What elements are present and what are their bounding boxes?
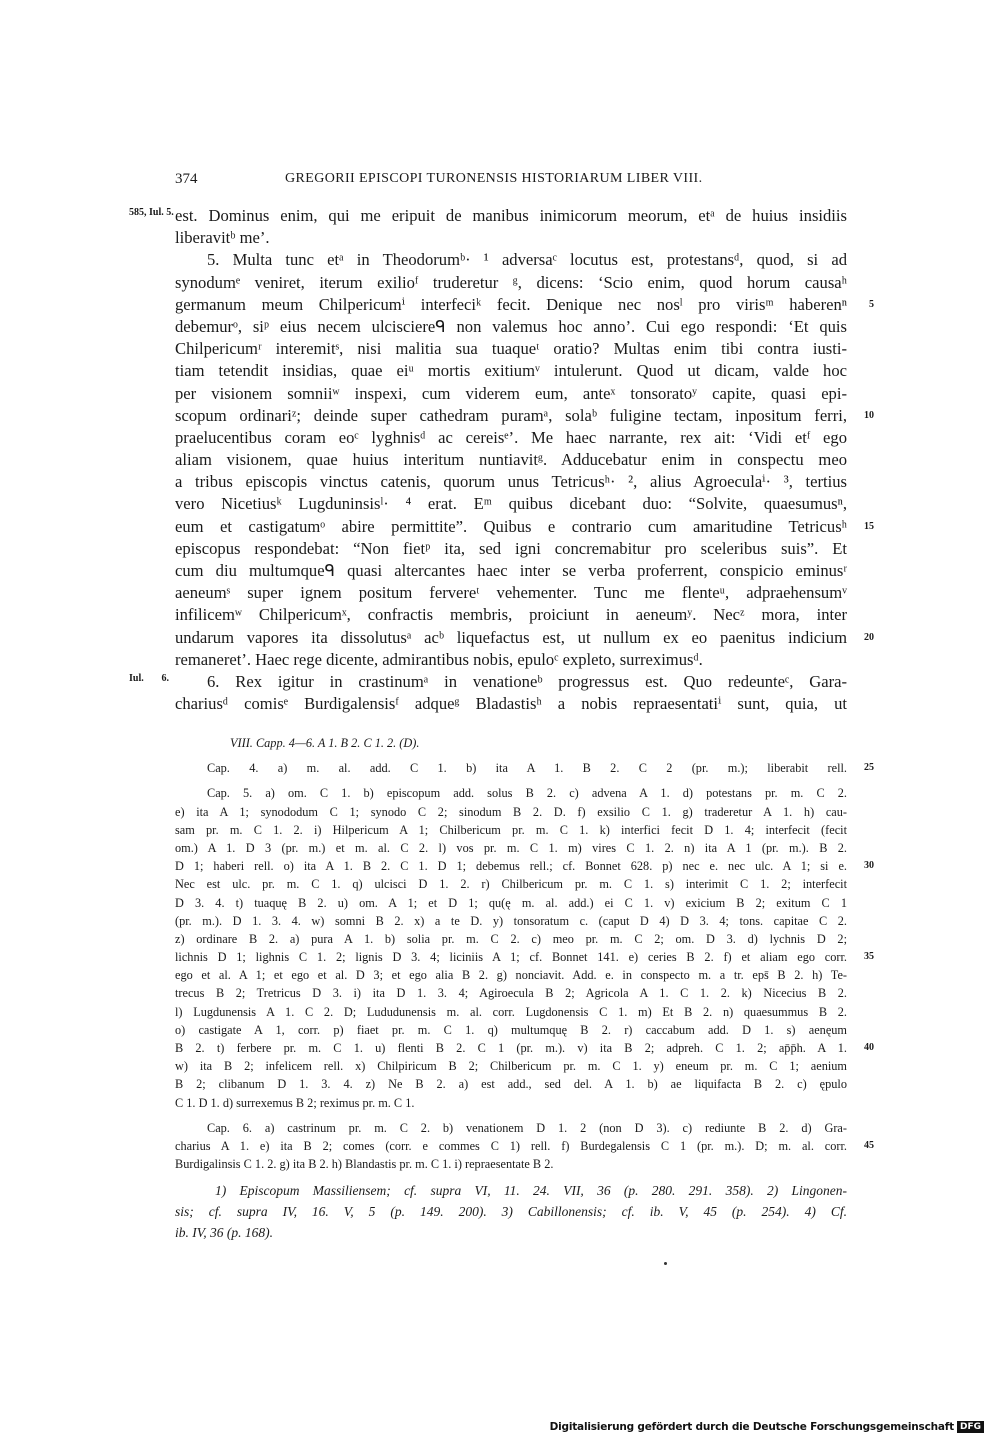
apparatus-line: charius A 1. e) ita B 2; comes (corr. e commes C 1) rell. f) Burdegalensis C 1 (pr. m.). D; m. al. corr. 45 bbox=[175, 1137, 847, 1155]
text-line: eum et castigatumᵒ abire permittite”. Quibus e contrario cum amaritudine Tetricusʰ 15 bbox=[175, 516, 847, 538]
apparatus-line: o) castigate A 1, corr. p) fiaet pr. m. C 1. q) multumquę B 2. r) caccabum add. D 1. s) aenęum bbox=[175, 1022, 847, 1037]
apparatus-line: Cap. 5. a) om. C 1. b) episcopum add. solus B 2. c) advena A 1. d) potestans pr. m. C 2. bbox=[207, 786, 847, 801]
text-line: liberavitᵇ me’. bbox=[175, 228, 270, 248]
apparatus-line: C 1. D 1. d) surrexemus B 2; reximus pr. m. C 1. bbox=[175, 1095, 415, 1110]
apparatus-line: Cap. 4. a) m. al. add. C 1. b) ita A 1. B 2. C 2 (pr. m.); liberabit rell. 25 bbox=[175, 759, 847, 777]
text-line: synodumᵉ veniret, iterum exilioᶠ truderetur ᵍ, dicens: ‘Scio enim, quod horum causaʰ bbox=[175, 272, 847, 292]
apparatus-line: ego et al. A 1; et ego et al. D 3; et ego alia B 2. g) nonciavit. Add. e. in conspecto m. a tr. eps̄ B 2. h) Te- bbox=[175, 968, 847, 983]
apparatus-line: D 3. 4. t) tuaquę B 2. u) om. A 1; et D 1; qu(ę m. al. add.) ei C 1. v) exicium B 2; exitum C 1 bbox=[175, 895, 847, 910]
apparatus-line: (pr. m.). D 1. 3. 4. w) somni B 2. x) a te D. y) tonsoratum c. (caput D 4) D 3. 4; tons. capitae C 2. bbox=[175, 913, 847, 928]
text-line: aeneumˢ super ignem positum fervereᵗ vehementer. Tunc me flenteᵘ, adpraehensumᵛ bbox=[175, 583, 847, 603]
digitization-credit bbox=[550, 1420, 984, 1433]
apparatus-line: l) Lugdunensis A 1. C 2. D; Lududunensis m. al. corr. Lugdonensis C 1. m) Et B 2. n) quaesummus B 2. bbox=[175, 1004, 847, 1019]
footnote-line: ib. IV, 36 (p. 168). bbox=[175, 1225, 273, 1240]
apparatus-line: e) ita A 1; synododum C 1; synodo C 2; sinodum B 2. D. f) exsilio C 1. g) traderetur A 1. h) cau- bbox=[175, 804, 847, 819]
line-number: 30 bbox=[864, 860, 874, 872]
text-line: remaneret’. Haec rege dicente, admirantibus nobis, epuloᶜ expleto, surreximusᵈ. bbox=[175, 649, 703, 669]
page-number: 374 bbox=[175, 171, 198, 187]
main-text bbox=[129, 205, 874, 715]
text-line: episcopus respondebat: “Non fietᵖ ita, sed igni concremabitur pro sceleribus suis”. Et bbox=[175, 538, 847, 558]
apparatus-line: Nec est ulc. pr. m. C 1. q) ulcisci D 1. 2. r) Chilbericum pr. m. C 1. s) interimit C 1. 2; interfecit bbox=[175, 877, 847, 892]
text-line: praelucentibus coram eoᶜ lyghnisᵈ ac cereisᵉ’. Me haec narrante, rex ait: ‘Vidi etᶠ ego bbox=[175, 427, 847, 447]
apparatus-line: w) ita B 2; infelicem rell. x) Chilpiricum B 2; Chilbericum pr. m. C 1. y) eneum pr. m. C 1; aenium bbox=[175, 1059, 847, 1074]
text-line: undarum vapores ita dissolutusᵃ acᵇ liquefactus est, ut nullum ex eo paenitus indicium 20 bbox=[175, 627, 847, 649]
text-line: tiam tetendit insidias, quae eiᵘ mortis exitiumᵛ intulerunt. Quod ut dicam, valde hoc bbox=[175, 361, 847, 381]
text-line: 5. Multa tunc etᵃ in Theodorumᵇ· ¹ adversaᶜ locutus est, protestansᵈ, quod, si ad bbox=[207, 250, 847, 270]
apparatus-line: Cap. 6. a) castrinum pr. m. C 2. b) venationem D 1. 2 (non D 3). c) rediunte B 2. d) Gra- bbox=[207, 1120, 847, 1135]
margin-date-note: Iul. 6. bbox=[129, 672, 169, 684]
apparatus-line: sam pr. m. C 1. 2. i) Hilpericum A 1; Chilbericum pr. m. C 1. k) interfici fecit D 1. 4; interfecit (fecit bbox=[175, 822, 847, 837]
apparatus-line: z) ordinare B 2. a) pura A 1. b) solia pr. m. C 2. c) meo pr. m. C 2; om. D 3. d) lychnis D 2; bbox=[175, 931, 847, 946]
print-speck bbox=[664, 1262, 667, 1265]
text-line: a tribus episcopis vinctus catenis, quorum unus Tetricusʰ· ², alius Agroeculaⁱ· ³, tertius bbox=[175, 472, 847, 492]
apparatus-line: B 2; clibanum D 1. 3. 4. z) Ne B 2. a) est add., sed del. A 1. b) ae liquifacta B 2. c) ępulo bbox=[175, 1077, 847, 1092]
apparatus-line: Burdigalinsis C 1. 2. g) ita B 2. h) Blandastis pr. m. C 1. i) repraesentate B 2. bbox=[175, 1157, 554, 1172]
text-line: cum diu multumqueᑫ quasi altercantes haec inter se verba proferrent, conspicio eminusʳ bbox=[175, 561, 847, 580]
text-line: debemurᵒ, siᵖ eius necem ulcisciereᑫ non valemus hoc anno’. Cui ego respondi: ‘Et quis bbox=[175, 316, 847, 336]
text-line: vero Nicetiusᵏ Lugduninsisˡ· ⁴ erat. Eᵐ quibus dicebant duo: “Solvite, quaesumusⁿ, bbox=[175, 494, 847, 514]
text-line: Iul. 6. 6. Rex igitur in crastinumᵃ in venationeᵇ progressus est. Quo redeunteᶜ, Gara- bbox=[129, 671, 847, 691]
apparatus-sigla: VIII. Capp. 4—6. A 1. B 2. C 1. 2. (D). bbox=[230, 736, 420, 750]
text-line: chariusᵈ comisᵉ Burdigalensisᶠ adqueᵍ Bladastisʰ a nobis repraesentatiⁱ sunt, quia, ut bbox=[175, 694, 847, 714]
apparatus-line: B 2. t) ferbere pr. m. C 1. u) flenti B 2. C 1 (pr. m.). v) ita B 2; adpreh. C 1. 2; ap̄p̄h. A 1. 40 bbox=[175, 1039, 847, 1057]
text-line: Chilpericumʳ interemitˢ, nisi malitia sua tuaqueᵗ oratio? Multas enim tibi contra iusti- bbox=[175, 339, 847, 359]
apparatus-line: lichnis D 1; lighnis C 1. 2; lignis D 3. 4; liciniis A 1; cf. Bonnet 141. e) ceries B 2. f) et aliam ego corr. 35 bbox=[175, 948, 847, 966]
footnotes bbox=[175, 1180, 847, 1243]
line-number: 45 bbox=[864, 1139, 874, 1151]
margin-date-note: 585, Iul. 5. bbox=[129, 207, 174, 218]
page-header bbox=[175, 171, 847, 195]
line-number: 25 bbox=[864, 762, 874, 774]
line-number: 35 bbox=[864, 951, 874, 963]
text-line: germanum meum Chilpericumⁱ interfeciᵏ fecit. Denique nec nosˡ pro virisᵐ haberenⁿ 5 bbox=[175, 294, 847, 316]
line-number: 5 bbox=[869, 298, 874, 310]
running-title: GREGORII EPISCOPI TURONENSIS HISTORIARUM LIBER VIII. bbox=[285, 171, 703, 186]
text-line: infilicemʷ Chilpericumˣ, confractis membris, proiciunt in aeneumʸ. Necᶻ mora, inter bbox=[175, 605, 847, 625]
critical-apparatus bbox=[175, 734, 874, 1173]
credit-text: Digitalisierung gefördert durch die Deutsche Forschungsgemeinschaft bbox=[549, 1420, 954, 1433]
text-line: per visionem somniiʷ inspexi, cum viderem eum, anteˣ tonsoratoʸ capite, quasi epi- bbox=[175, 383, 847, 403]
text-line: 585, Iul. 5. est. Dominus enim, qui me eripuit de manibus inimicorum meorum, etᵃ de huius insidiis bbox=[129, 206, 847, 225]
line-number: 15 bbox=[864, 520, 874, 532]
line-number: 20 bbox=[864, 631, 874, 643]
text-line: aliam visionem, quae huius interitum nuntiavitᵍ. Adducebatur enim in conspectu meo bbox=[175, 450, 847, 470]
apparatus-line: D 1; haberi rell. o) ita A 1. B 2. C 1. D 1; debemus rell.; cf. Bonnet 628. p) nec e. nec ulc. A 1; si e. 30 bbox=[175, 857, 847, 875]
footnote-line: 1) Episcopum Massiliensem; cf. supra VI, 11. 24. VII, 36 (p. 280. 291. 358). 2) Lingonen- bbox=[215, 1183, 847, 1198]
apparatus-line: om.) A 1. D 3 (pr. m.) et m. al. C 2. l) vos pr. m. C 1. m) vires C 1. 2. n) ita A 1 (pr. m.). B 2. bbox=[175, 840, 847, 855]
text-line: scopum ordinariᶻ; deinde super cathedram puramᵃ, solaᵇ fuligine tectam, inpositum ferri, 10 bbox=[175, 405, 847, 427]
dfg-logo: DFG bbox=[957, 1421, 984, 1433]
line-number: 40 bbox=[864, 1042, 874, 1053]
footnote-line: sis; cf. supra IV, 16. V, 5 (p. 149. 200). 3) Cabillonensis; cf. ib. V, 45 (p. 254). 4) Cf. bbox=[175, 1204, 847, 1219]
apparatus-line: trecus B 2; Tretricus D 3. i) ita D 1. 3. 4; Agiroecula B 2; Agricola A 1. C 1. 2. k) Nicecius B 2. bbox=[175, 986, 847, 1001]
line-number: 10 bbox=[864, 409, 874, 421]
